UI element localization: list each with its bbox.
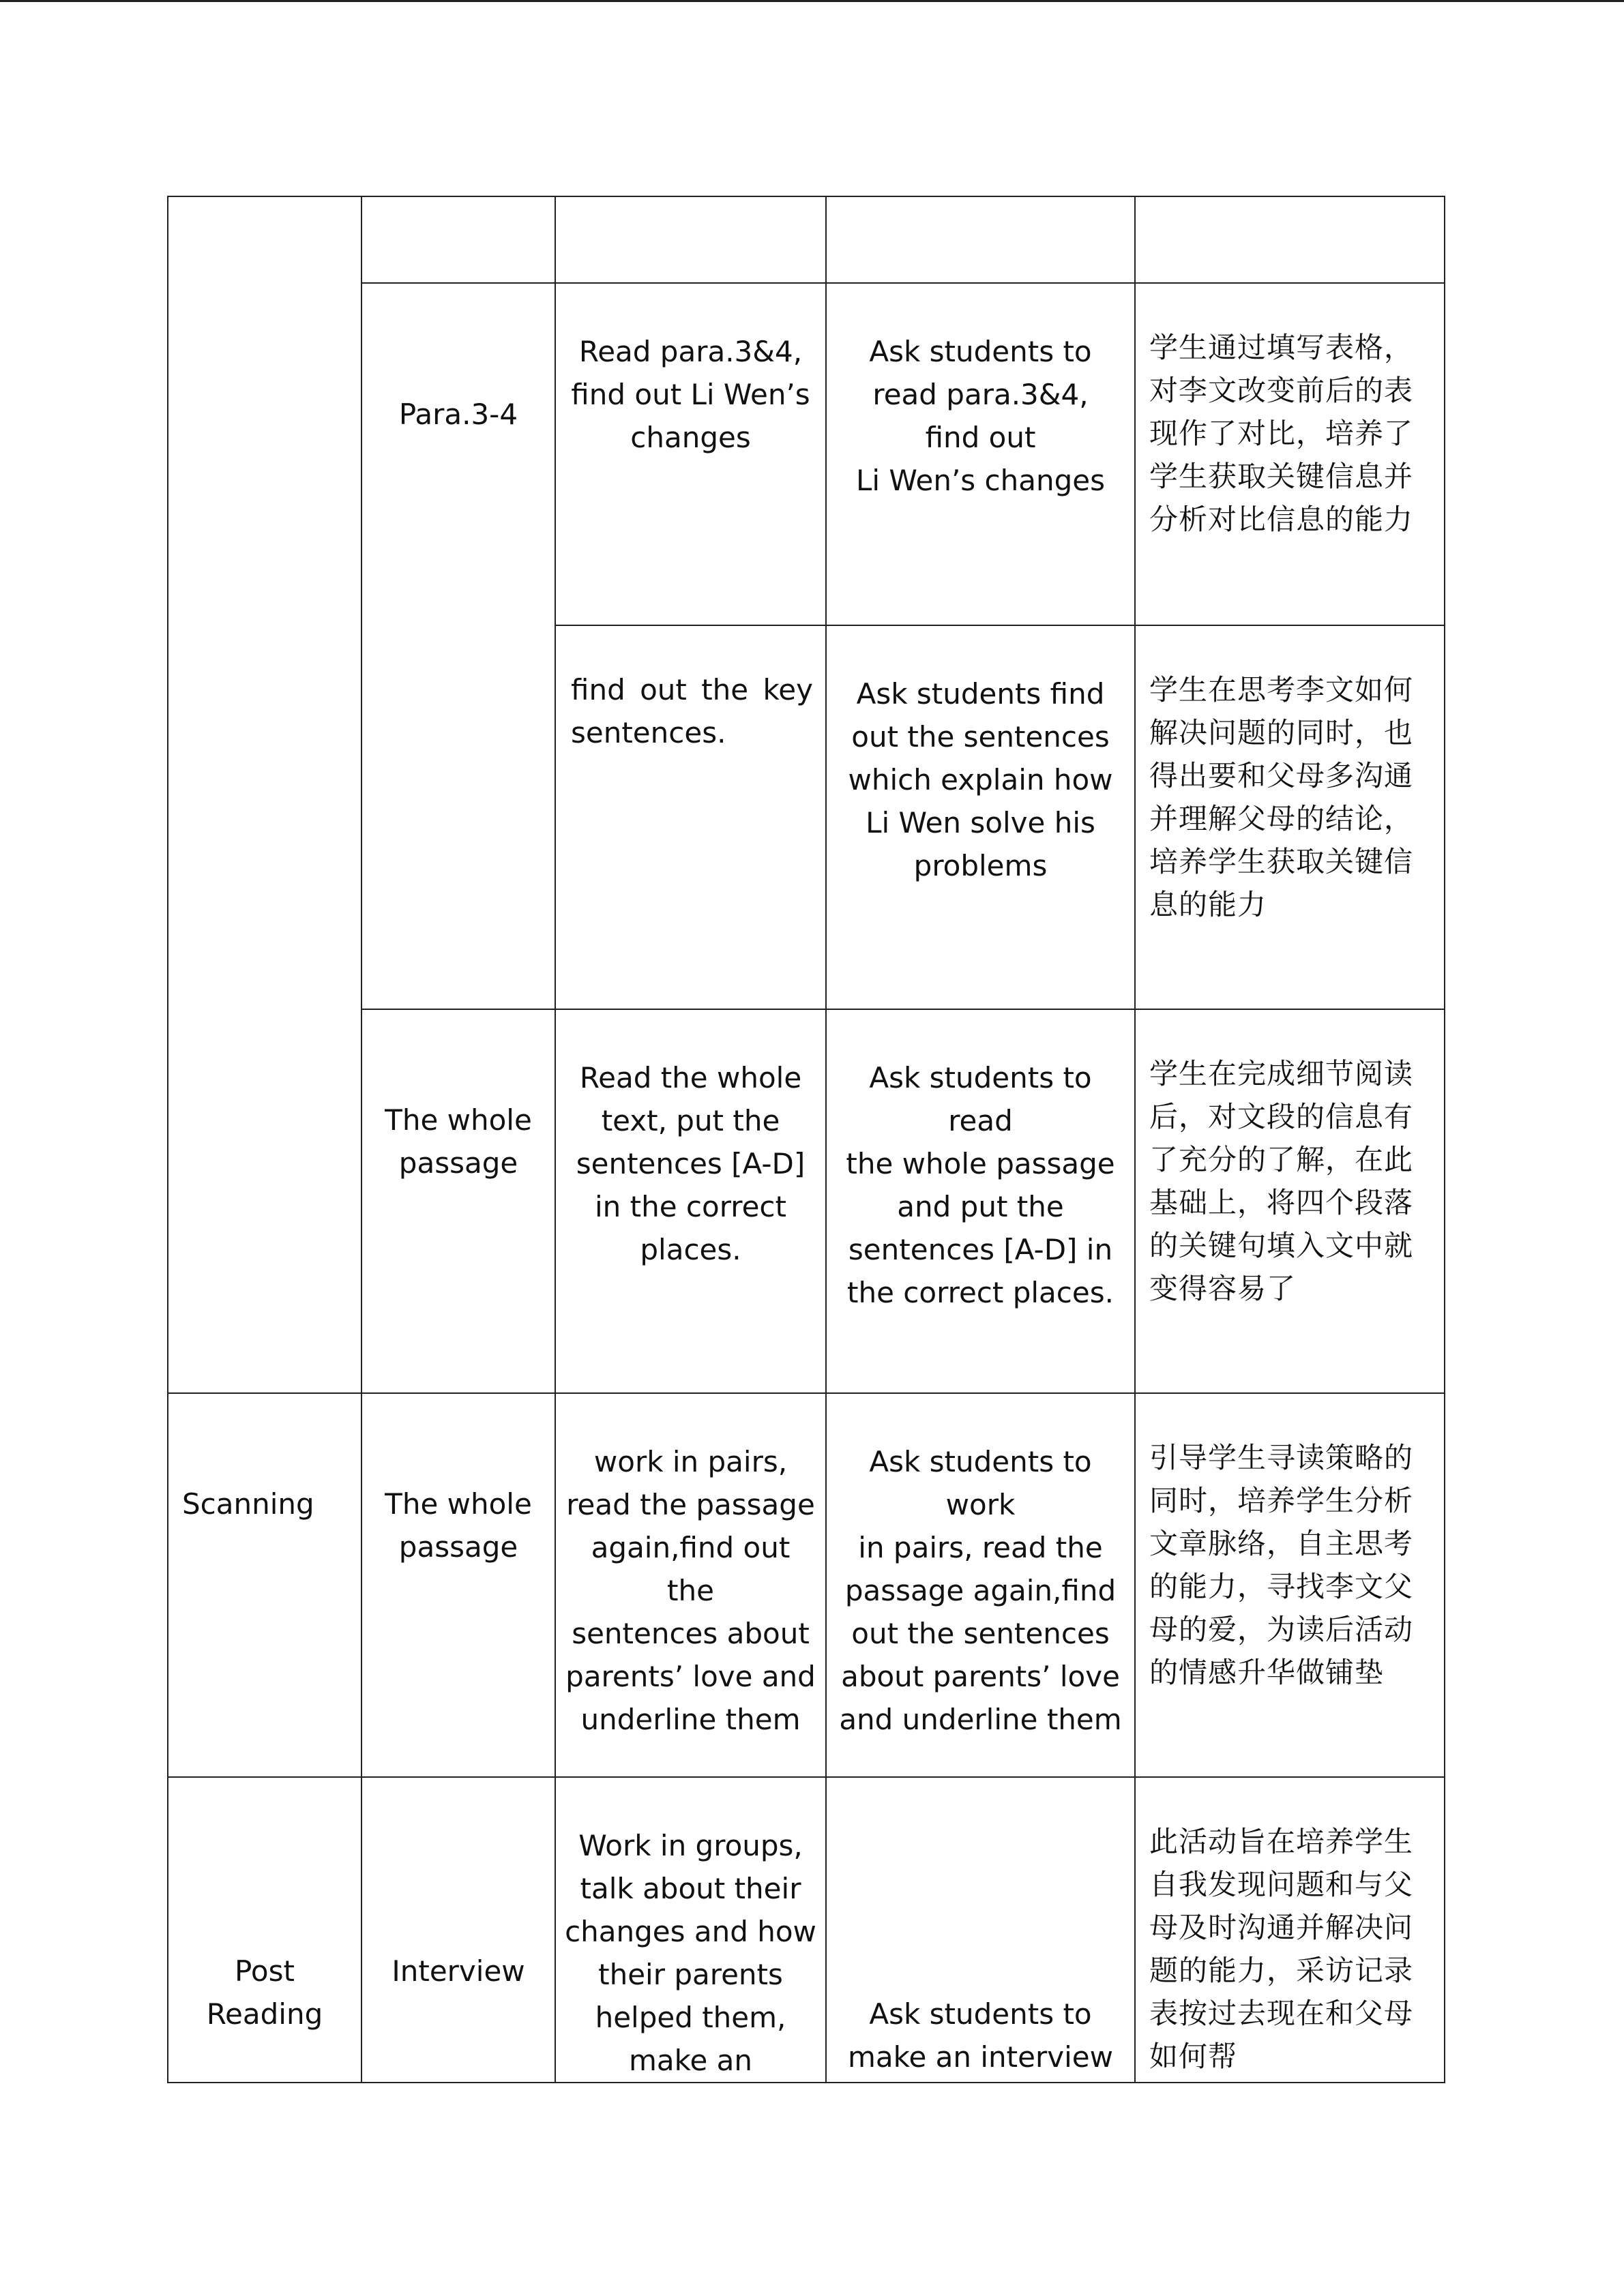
focus-cell: The whole passage — [361, 1393, 555, 1777]
stage-cell: Scanning — [168, 1393, 361, 1777]
stage-cell-continued — [168, 196, 361, 1393]
teacher-activity-cell: Ask students to work in pairs, read the passage again,find out the sentences about parents’ love and underline them — [826, 1393, 1135, 1777]
purpose-cell: 学生在完成细节阅读后，对文段的信息有了充分的了解，在此基础上，将四个段落的关键句填入文中就变得容易了 — [1135, 1009, 1445, 1393]
teacher-activity-cell: Ask students to make an interview — [826, 1777, 1135, 2083]
table-row — [168, 196, 1445, 283]
table-row — [168, 1777, 1445, 2083]
purpose-cell: 引导学生寻读策略的同时，培养学生分析文章脉络，自主思考的能力，寻找李文父母的爱，为读后活动的情感升华做铺垫 — [1135, 1393, 1445, 1777]
student-activity-cell: Read para.3&4, find out Li Wen’s changes — [555, 283, 826, 625]
student-activity-cell: Read the whole text, put the sentences [A-D] in the correct places. — [555, 1009, 826, 1393]
focus-cell-empty — [361, 196, 555, 283]
purpose-cell: 学生通过填写表格，对李文改变前后的表现作了对比，培养了学生获取关键信息并分析对比信息的能力 — [1135, 283, 1445, 625]
stage-cell: Post Reading — [168, 1777, 361, 2083]
teacher-activity-cell: Ask students to read the whole passage and put the sentences [A-D] in the correct places. — [826, 1009, 1135, 1393]
purpose-cell-empty — [1135, 196, 1445, 283]
student-activity-cell: Work in groups, talk about their changes and how their parents helped them, make an — [555, 1777, 826, 2083]
teacher-activity-cell: Ask students to read para.3&4, find out Li Wen’s changes — [826, 283, 1135, 625]
lesson-plan-table — [167, 196, 1445, 2083]
purpose-cell: 学生在思考李文如何解决问题的同时，也得出要和父母多沟通并理解父母的结论，培养学生获取关键信息的能力 — [1135, 625, 1445, 1009]
focus-cell: Interview — [361, 1777, 555, 2083]
focus-cell: Para.3-4 — [361, 283, 555, 1009]
teacher-activity-cell-empty — [826, 196, 1135, 283]
focus-cell: The whole passage — [361, 1009, 555, 1393]
page-top-border — [0, 0, 1624, 2]
table-row — [168, 1393, 1445, 1777]
student-activity-cell-empty — [555, 196, 826, 283]
student-activity-cell: find out the key sentences. — [555, 625, 826, 1009]
teacher-activity-cell: Ask students find out the sentences which explain how Li Wen solve his problems — [826, 625, 1135, 1009]
student-activity-cell: work in pairs, read the passage again,find out the sentences about parents’ love and underline them — [555, 1393, 826, 1777]
purpose-cell: 此活动旨在培养学生自我发现问题和与父母及时沟通并解决问题的能力，采访记录表按过去现在和父母如何帮 — [1135, 1777, 1445, 2083]
